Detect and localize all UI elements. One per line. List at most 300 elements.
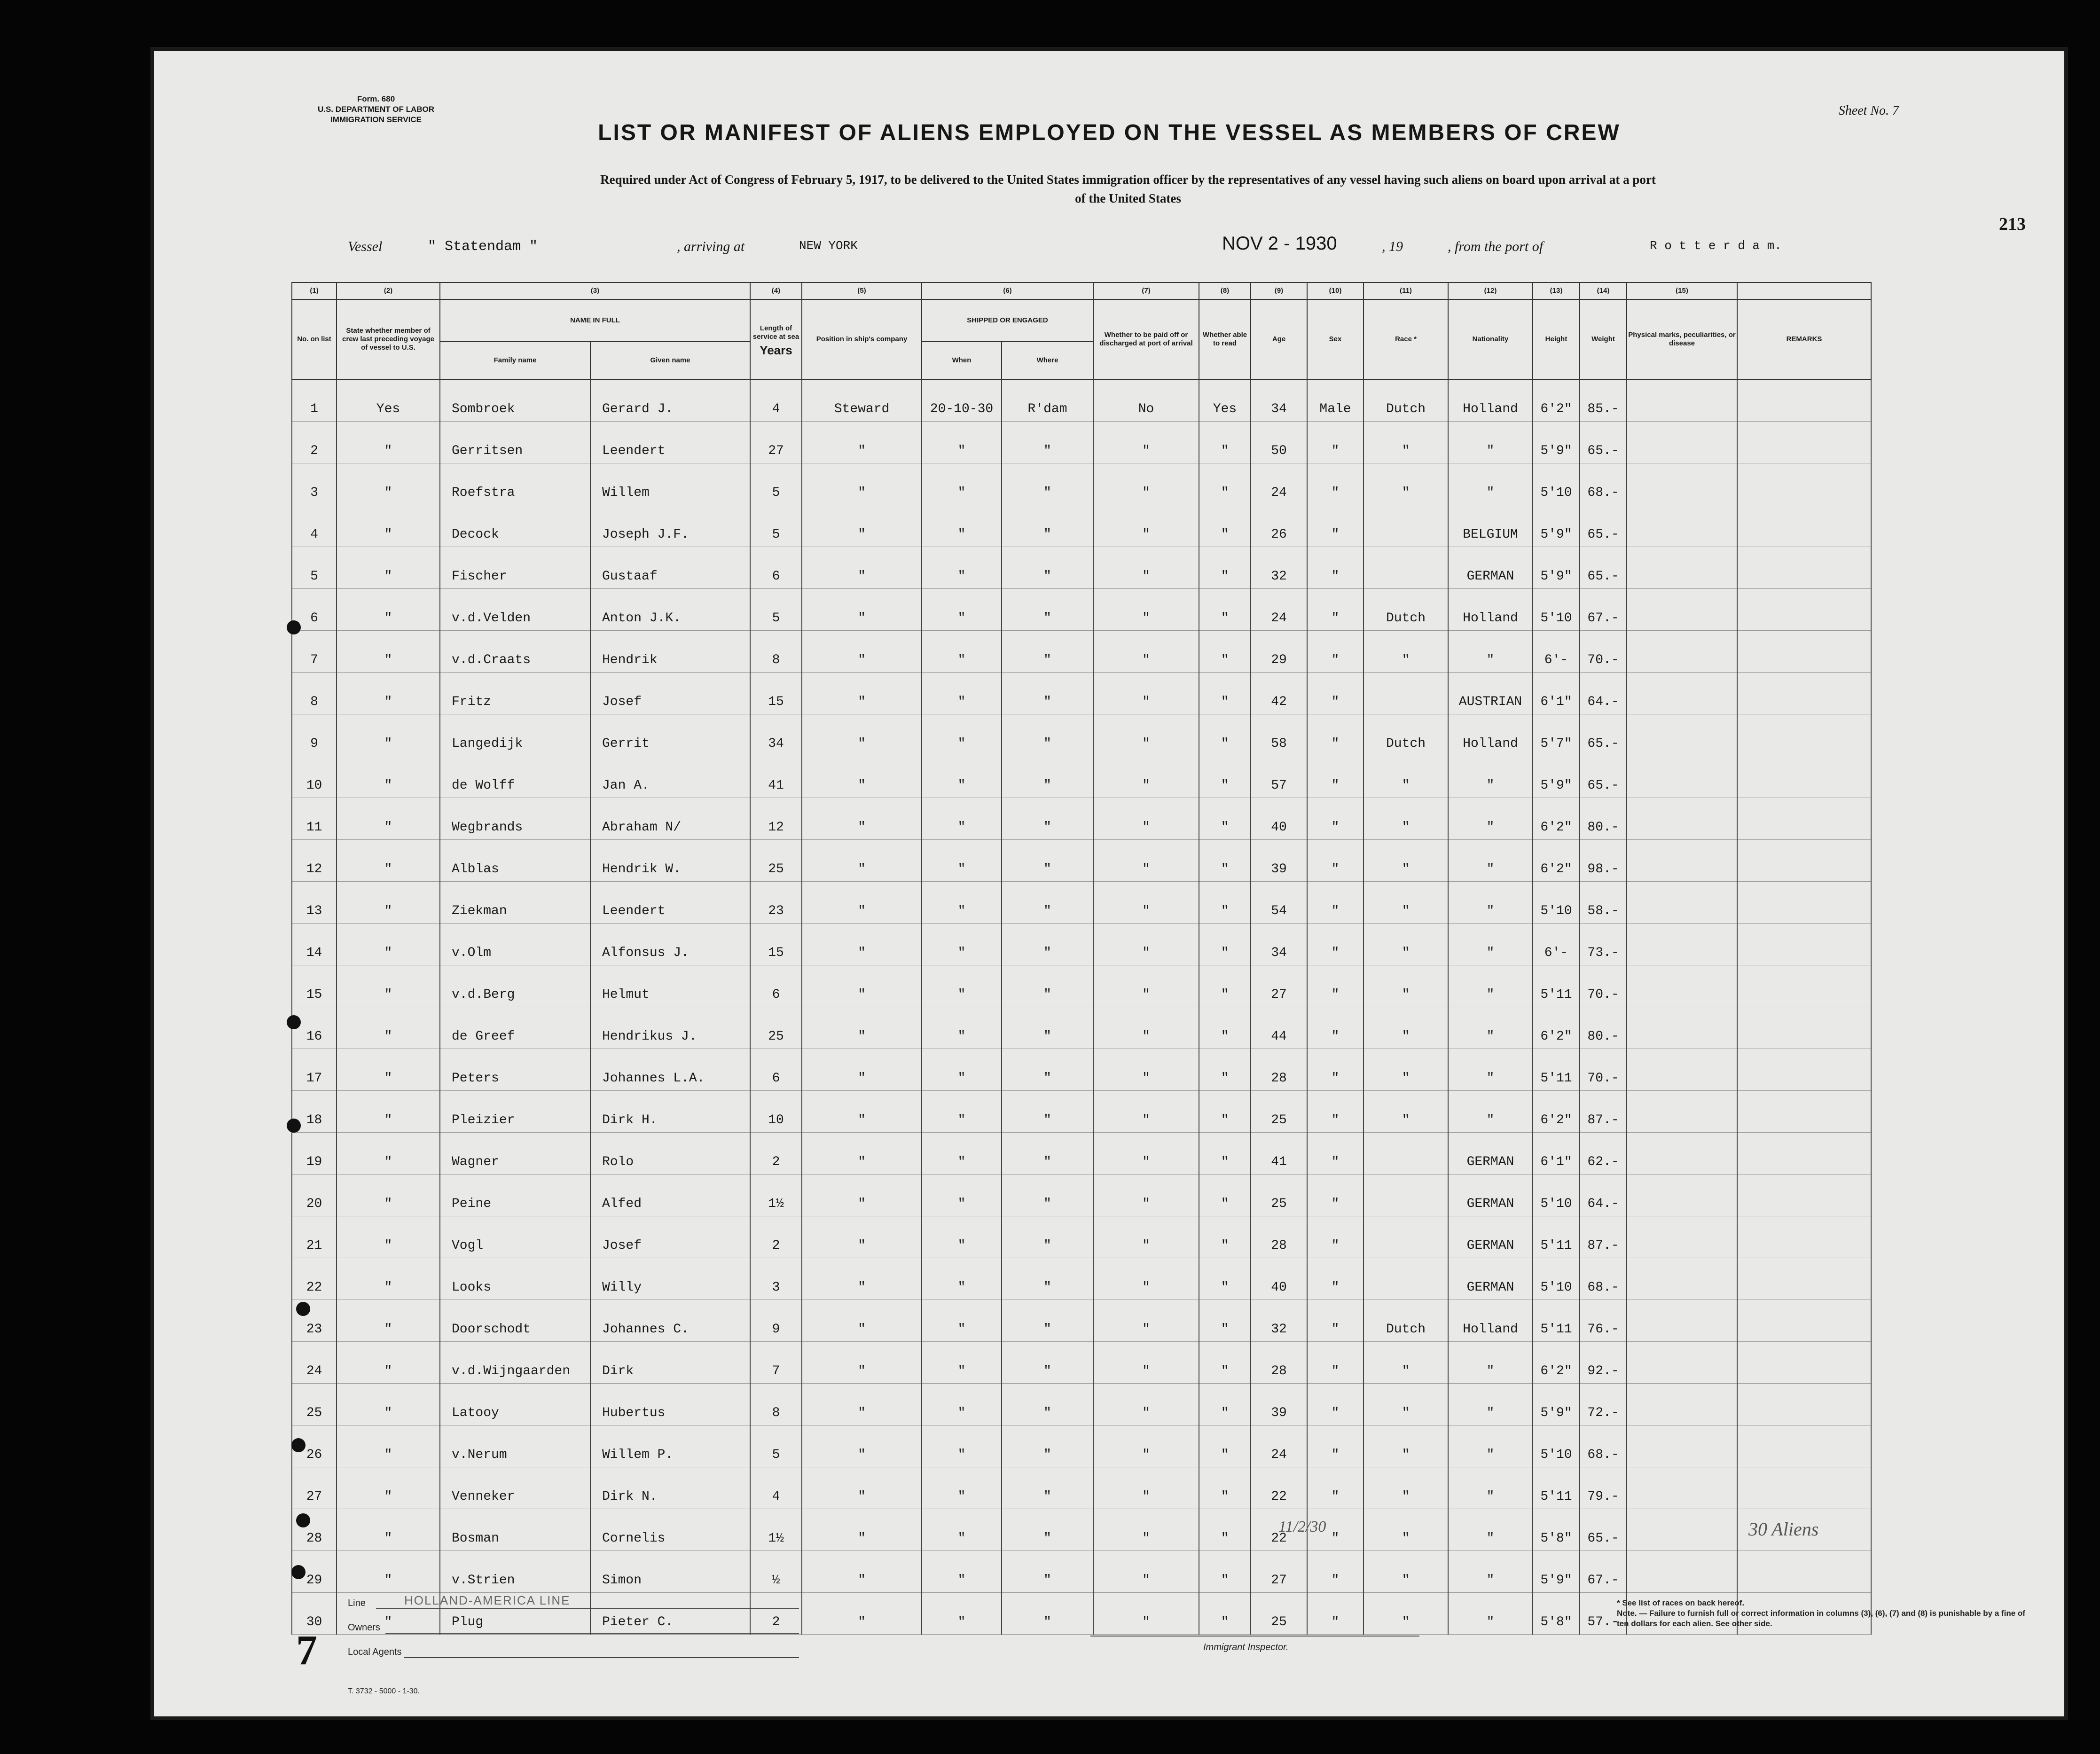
height: 5'9" <box>1533 547 1580 589</box>
position: " <box>802 463 922 505</box>
header-sex: Sex <box>1307 299 1363 379</box>
years-service: 2 <box>750 1216 802 1258</box>
physical-cell <box>1627 631 1737 673</box>
sex: " <box>1307 798 1363 840</box>
header-paid-off: Whether to be paid off or discharged at port of arrival <box>1093 299 1199 379</box>
position: " <box>802 1091 922 1133</box>
row-number: 25 <box>292 1384 337 1425</box>
position: " <box>802 1593 922 1635</box>
remarks-cell <box>1737 1300 1871 1342</box>
physical-cell <box>1627 379 1737 422</box>
table-row <box>292 1425 1871 1467</box>
family-name: Plug <box>440 1593 590 1635</box>
height: 5'9" <box>1533 422 1580 463</box>
paid-off: " <box>1093 1216 1199 1258</box>
able-to-read: " <box>1199 1091 1251 1133</box>
given-name: Willem P. <box>590 1425 750 1467</box>
position: " <box>802 714 922 756</box>
row-number: 18 <box>292 1091 337 1133</box>
header-nationality: Nationality <box>1448 299 1533 379</box>
paid-off: " <box>1093 1049 1199 1091</box>
shipped-where: " <box>1002 1258 1093 1300</box>
sex: " <box>1307 589 1363 631</box>
table-row <box>292 1467 1871 1509</box>
shipped-when: " <box>922 840 1002 882</box>
sex: " <box>1307 1091 1363 1133</box>
previous-voyage: " <box>337 924 440 965</box>
age: 27 <box>1251 1551 1307 1593</box>
position: " <box>802 547 922 589</box>
service-name: IMMIGRATION SERVICE <box>330 115 422 124</box>
shipped-where: " <box>1002 589 1093 631</box>
race: " <box>1363 756 1448 798</box>
shipped-where: " <box>1002 463 1093 505</box>
years-service: 5 <box>750 1425 802 1467</box>
paid-off: " <box>1093 631 1199 673</box>
previous-voyage: " <box>337 1007 440 1049</box>
footnote-penalty: Note. — Failure to furnish full or correct information in columns (3), (6), (7) and (8) is punishable by a fine of ten dollars for each alien. See other side. <box>1617 1609 2025 1628</box>
col-num-15: (15) <box>1627 282 1737 299</box>
form-number: Form. 680 <box>357 94 395 103</box>
paid-off: " <box>1093 589 1199 631</box>
sex: " <box>1307 1300 1363 1342</box>
position: " <box>802 1551 922 1593</box>
race: " <box>1363 965 1448 1007</box>
sex: " <box>1307 1593 1363 1635</box>
family-name: Sombroek <box>440 379 590 422</box>
paid-off: " <box>1093 882 1199 924</box>
col-num-11: (11) <box>1363 282 1448 299</box>
position: " <box>802 1509 922 1551</box>
shipped-when: " <box>922 1467 1002 1509</box>
weight: 73.- <box>1580 924 1627 965</box>
remarks-cell <box>1737 882 1871 924</box>
shipped-where: " <box>1002 1175 1093 1216</box>
age: 24 <box>1251 463 1307 505</box>
previous-voyage: " <box>337 714 440 756</box>
punch-hole <box>296 1513 310 1527</box>
height: 6'2" <box>1533 840 1580 882</box>
family-name: v.d.Velden <box>440 589 590 631</box>
sex: " <box>1307 1551 1363 1593</box>
previous-voyage: " <box>337 1300 440 1342</box>
shipped-when: " <box>922 924 1002 965</box>
shipped-when: " <box>922 756 1002 798</box>
years-service: 5 <box>750 505 802 547</box>
position: " <box>802 882 922 924</box>
paid-off: " <box>1093 1509 1199 1551</box>
nationality: " <box>1448 840 1533 882</box>
position: " <box>802 1007 922 1049</box>
family-name: Gerritsen <box>440 422 590 463</box>
weight: 92.- <box>1580 1342 1627 1384</box>
nationality: " <box>1448 1509 1533 1551</box>
sex: " <box>1307 1049 1363 1091</box>
given-name: Dirk <box>590 1342 750 1384</box>
height: 6'2" <box>1533 798 1580 840</box>
previous-voyage: " <box>337 505 440 547</box>
previous-voyage: " <box>337 1258 440 1300</box>
previous-voyage: Yes <box>337 379 440 422</box>
previous-voyage: " <box>337 1091 440 1133</box>
height: 5'9" <box>1533 505 1580 547</box>
age: 40 <box>1251 1258 1307 1300</box>
sheet-value: 7 <box>1892 103 1899 118</box>
position: " <box>802 1216 922 1258</box>
previous-voyage: " <box>337 1049 440 1091</box>
table-row <box>292 840 1871 882</box>
position: Steward <box>802 379 922 422</box>
nationality: " <box>1448 924 1533 965</box>
able-to-read: " <box>1199 714 1251 756</box>
sex: " <box>1307 505 1363 547</box>
age: 39 <box>1251 840 1307 882</box>
shipped-where: " <box>1002 882 1093 924</box>
sex: " <box>1307 631 1363 673</box>
age: 24 <box>1251 1425 1307 1467</box>
weight: 64.- <box>1580 673 1627 714</box>
previous-voyage: " <box>337 882 440 924</box>
line-label: Line <box>348 1598 366 1608</box>
remarks-cell <box>1737 1007 1871 1049</box>
height: 5'10 <box>1533 463 1580 505</box>
row-number: 24 <box>292 1342 337 1384</box>
years-service: 6 <box>750 1049 802 1091</box>
remarks-cell <box>1737 463 1871 505</box>
age: 42 <box>1251 673 1307 714</box>
age: 57 <box>1251 756 1307 798</box>
remarks-cell <box>1737 798 1871 840</box>
age: 22 <box>1251 1509 1307 1551</box>
row-number: 5 <box>292 547 337 589</box>
height: 6'2" <box>1533 379 1580 422</box>
family-name: v.d.Wijngaarden <box>440 1342 590 1384</box>
row-number: 6 <box>292 589 337 631</box>
row-number: 2 <box>292 422 337 463</box>
years-service: 6 <box>750 547 802 589</box>
family-name: Peine <box>440 1175 590 1216</box>
column-header-row <box>292 299 1871 342</box>
able-to-read: " <box>1199 1007 1251 1049</box>
given-name: Johannes L.A. <box>590 1049 750 1091</box>
weight: 70.- <box>1580 1049 1627 1091</box>
position: " <box>802 1467 922 1509</box>
table-row <box>292 924 1871 965</box>
sex: " <box>1307 840 1363 882</box>
years-service: 10 <box>750 1091 802 1133</box>
physical-cell <box>1627 422 1737 463</box>
shipped-when: " <box>922 1342 1002 1384</box>
paid-off: " <box>1093 1091 1199 1133</box>
able-to-read: " <box>1199 1593 1251 1635</box>
footnote-races: * See list of races on back hereof. <box>1617 1598 1745 1607</box>
able-to-read: Yes <box>1199 379 1251 422</box>
shipped-where: R'dam <box>1002 379 1093 422</box>
vessel-label: Vessel <box>348 239 383 254</box>
shipped-when: " <box>922 882 1002 924</box>
col-num-1: (1) <box>292 282 337 299</box>
able-to-read: " <box>1199 463 1251 505</box>
row-number: 1 <box>292 379 337 422</box>
given-name: Willem <box>590 463 750 505</box>
weight: 67.- <box>1580 1551 1627 1593</box>
years-service: 25 <box>750 840 802 882</box>
previous-voyage: " <box>337 631 440 673</box>
height: 5'10 <box>1533 1258 1580 1300</box>
department-name: U.S. DEPARTMENT OF LABOR <box>317 105 435 114</box>
row-number: 15 <box>292 965 337 1007</box>
paid-off: No <box>1093 379 1199 422</box>
sex: " <box>1307 924 1363 965</box>
paid-off: " <box>1093 1342 1199 1384</box>
family-name: Ziekman <box>440 882 590 924</box>
shipped-when: " <box>922 965 1002 1007</box>
inspector-underline <box>1090 1621 1419 1637</box>
col-num-2: (2) <box>337 282 440 299</box>
family-name: Doorschodt <box>440 1300 590 1342</box>
table-row <box>292 1049 1871 1091</box>
shipped-when: " <box>922 631 1002 673</box>
given-name: Abraham N/ <box>590 798 750 840</box>
paid-off: " <box>1093 798 1199 840</box>
physical-cell <box>1627 505 1737 547</box>
sex: " <box>1307 756 1363 798</box>
table-row <box>292 1091 1871 1133</box>
family-name: v.Olm <box>440 924 590 965</box>
nationality: " <box>1448 756 1533 798</box>
years-service: 8 <box>750 1384 802 1425</box>
physical-cell <box>1627 1300 1737 1342</box>
nationality: GERMAN <box>1448 1258 1533 1300</box>
position: " <box>802 1384 922 1425</box>
col-num-6: (6) <box>922 282 1093 299</box>
family-name: Bosman <box>440 1509 590 1551</box>
sex: " <box>1307 1384 1363 1425</box>
remarks-cell <box>1737 756 1871 798</box>
race: " <box>1363 882 1448 924</box>
remarks-cell <box>1737 840 1871 882</box>
shipped-when: " <box>922 1091 1002 1133</box>
age: 28 <box>1251 1049 1307 1091</box>
family-name: Wagner <box>440 1133 590 1175</box>
position: " <box>802 1342 922 1384</box>
race: " <box>1363 1509 1448 1551</box>
header-shipped: SHIPPED OR ENGAGED <box>922 299 1093 342</box>
height: 5'9" <box>1533 756 1580 798</box>
table-row <box>292 505 1871 547</box>
row-number: 28 <box>292 1509 337 1551</box>
physical-cell <box>1627 1425 1737 1467</box>
years-service: 27 <box>750 422 802 463</box>
position: " <box>802 756 922 798</box>
nationality: " <box>1448 882 1533 924</box>
page-number: 213 <box>1999 214 2026 234</box>
nationality: AUSTRIAN <box>1448 673 1533 714</box>
race <box>1363 547 1448 589</box>
punch-hole <box>287 1015 301 1029</box>
height: 5'11 <box>1533 965 1580 1007</box>
race: " <box>1363 924 1448 965</box>
nationality: GERMAN <box>1448 1175 1533 1216</box>
previous-voyage: " <box>337 589 440 631</box>
row-number: 13 <box>292 882 337 924</box>
family-name: Roefstra <box>440 463 590 505</box>
years-service: 15 <box>750 673 802 714</box>
able-to-read: " <box>1199 965 1251 1007</box>
table-row <box>292 1300 1871 1342</box>
shipped-when: " <box>922 547 1002 589</box>
shipped-when: " <box>922 1593 1002 1635</box>
age: 24 <box>1251 589 1307 631</box>
previous-voyage: " <box>337 463 440 505</box>
weight: 67.- <box>1580 589 1627 631</box>
age: 34 <box>1251 924 1307 965</box>
race: " <box>1363 798 1448 840</box>
row-number: 7 <box>292 631 337 673</box>
years-service: 41 <box>750 756 802 798</box>
sex: " <box>1307 1175 1363 1216</box>
shipped-when: " <box>922 422 1002 463</box>
family-name: Looks <box>440 1258 590 1300</box>
print-code: T. 3732 - 5000 - 1-30. <box>348 1687 420 1695</box>
table-row <box>292 1509 1871 1551</box>
years-service: 7 <box>750 1342 802 1384</box>
sex: " <box>1307 547 1363 589</box>
shipped-where: " <box>1002 1216 1093 1258</box>
race: " <box>1363 1384 1448 1425</box>
position: " <box>802 1049 922 1091</box>
punch-hole <box>287 1119 301 1133</box>
weight: 98.- <box>1580 840 1627 882</box>
table-row <box>292 1258 1871 1300</box>
years-service: 5 <box>750 463 802 505</box>
shipped-when: " <box>922 1384 1002 1425</box>
physical-cell <box>1627 547 1737 589</box>
table-row <box>292 422 1871 463</box>
shipped-where: " <box>1002 714 1093 756</box>
sex: " <box>1307 673 1363 714</box>
years-service: 6 <box>750 965 802 1007</box>
weight: 68.- <box>1580 1425 1627 1467</box>
table-row <box>292 798 1871 840</box>
height: 6'1" <box>1533 673 1580 714</box>
shipped-when: " <box>922 505 1002 547</box>
age: 41 <box>1251 1133 1307 1175</box>
family-name: de Greef <box>440 1007 590 1049</box>
shipped-where: " <box>1002 924 1093 965</box>
position: " <box>802 1175 922 1216</box>
age: 58 <box>1251 714 1307 756</box>
physical-cell <box>1627 1133 1737 1175</box>
able-to-read: " <box>1199 1342 1251 1384</box>
age: 25 <box>1251 1175 1307 1216</box>
remarks-cell <box>1737 1425 1871 1467</box>
crew-rows <box>292 379 1871 1635</box>
weight: 57.- <box>1580 1593 1627 1635</box>
able-to-read: " <box>1199 547 1251 589</box>
race: Dutch <box>1363 589 1448 631</box>
header-length-service <box>750 299 802 379</box>
able-to-read: " <box>1199 882 1251 924</box>
race <box>1363 673 1448 714</box>
row-number: 11 <box>292 798 337 840</box>
position: " <box>802 1258 922 1300</box>
sex: " <box>1307 882 1363 924</box>
shipped-where: " <box>1002 965 1093 1007</box>
nationality: " <box>1448 1049 1533 1091</box>
height: 6'2" <box>1533 1091 1580 1133</box>
able-to-read: " <box>1199 756 1251 798</box>
family-name: v.d.Craats <box>440 631 590 673</box>
physical-cell <box>1627 924 1737 965</box>
age: 29 <box>1251 631 1307 673</box>
paid-off: " <box>1093 1007 1199 1049</box>
shipped-where: " <box>1002 1467 1093 1509</box>
shipped-when: " <box>922 1258 1002 1300</box>
race: " <box>1363 1425 1448 1467</box>
paid-off: " <box>1093 1384 1199 1425</box>
weight: 68.- <box>1580 1258 1627 1300</box>
weight: 65.- <box>1580 756 1627 798</box>
weight: 76.- <box>1580 1300 1627 1342</box>
shipped-when: " <box>922 714 1002 756</box>
arriving-label: , arriving at <box>677 239 745 254</box>
weight: 68.- <box>1580 463 1627 505</box>
weight: 65.- <box>1580 547 1627 589</box>
header-age: Age <box>1251 299 1307 379</box>
nationality: Holland <box>1448 379 1533 422</box>
shipped-where: " <box>1002 1133 1093 1175</box>
position: " <box>802 631 922 673</box>
weight: 65.- <box>1580 505 1627 547</box>
age: 25 <box>1251 1091 1307 1133</box>
family-name: Alblas <box>440 840 590 882</box>
race: " <box>1363 840 1448 882</box>
sex: " <box>1307 422 1363 463</box>
years-service: 4 <box>750 379 802 422</box>
age: 54 <box>1251 882 1307 924</box>
able-to-read: " <box>1199 589 1251 631</box>
nationality: " <box>1448 1593 1533 1635</box>
paid-off: " <box>1093 1258 1199 1300</box>
given-name: Hendrik W. <box>590 840 750 882</box>
remarks-cell <box>1737 1091 1871 1133</box>
given-name: Dirk N. <box>590 1467 750 1509</box>
corner-mark: 7 <box>296 1627 317 1674</box>
given-name: Cornelis <box>590 1509 750 1551</box>
race: Dutch <box>1363 714 1448 756</box>
col-num-4: (4) <box>750 282 802 299</box>
paid-off: " <box>1093 547 1199 589</box>
paid-off: " <box>1093 673 1199 714</box>
previous-voyage: " <box>337 1467 440 1509</box>
family-name: Fischer <box>440 547 590 589</box>
from-label: , from the port of <box>1448 239 1544 254</box>
years-service: 8 <box>750 631 802 673</box>
able-to-read: " <box>1199 631 1251 673</box>
physical-cell <box>1627 1216 1737 1258</box>
paid-off: " <box>1093 422 1199 463</box>
given-name: Simon <box>590 1551 750 1593</box>
header-remarks: REMARKS <box>1737 299 1871 379</box>
requirement-line-1: Required under Act of Congress of February 5, 1917, to be delivered to the United States immigration officer by the representatives of any vessel having such aliens on board upon arrival at a port <box>600 172 1656 187</box>
header-race: Race * <box>1363 299 1448 379</box>
header-name-in-full: NAME IN FULL <box>440 299 750 342</box>
sex: " <box>1307 1425 1363 1467</box>
able-to-read: " <box>1199 422 1251 463</box>
col-num-9: (9) <box>1251 282 1307 299</box>
physical-cell <box>1627 882 1737 924</box>
